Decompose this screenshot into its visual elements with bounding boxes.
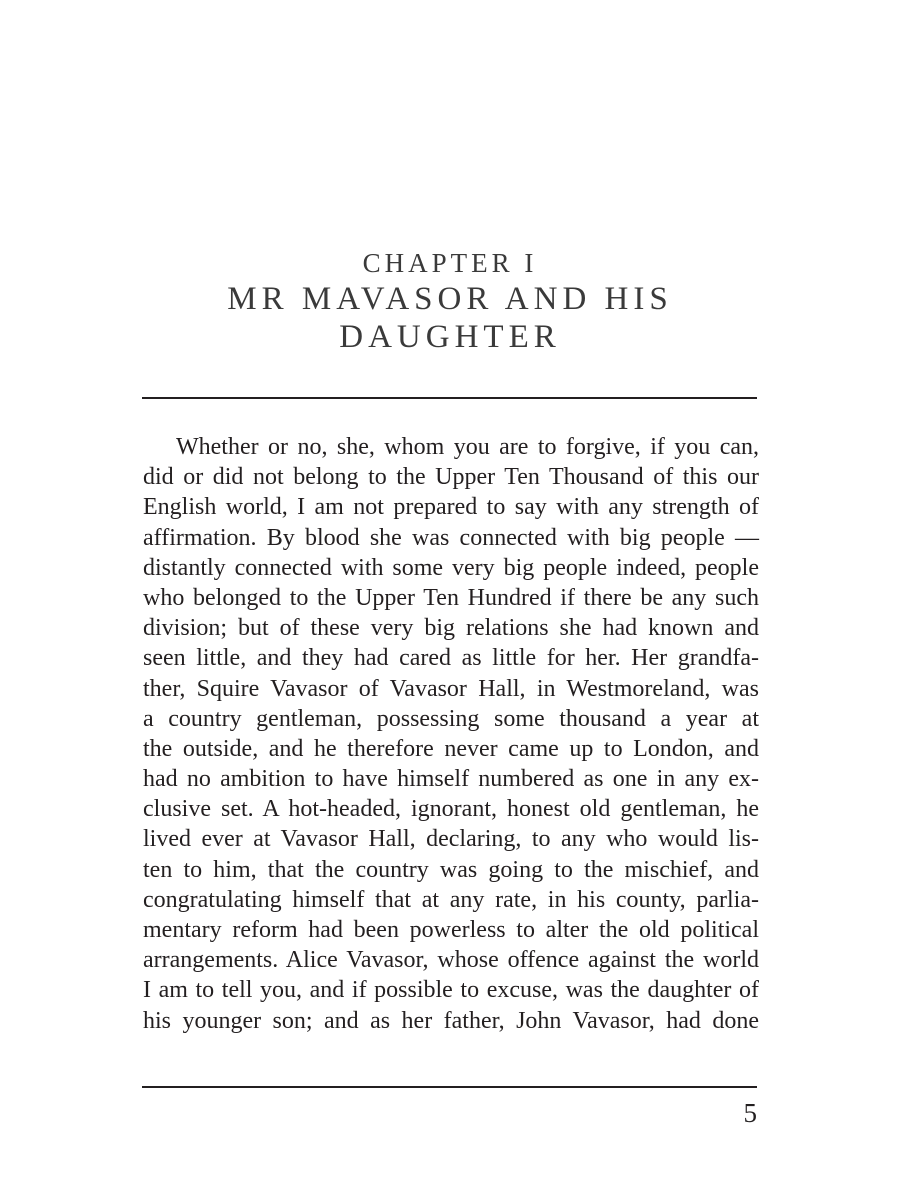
text-line: lived ever at Vavasor Hall, declaring, to any who would lis- [143, 826, 759, 853]
text-line: arrangements. Alice Vavasor, whose offence against the world [143, 947, 759, 974]
chapter-label: CHAPTER I [362, 248, 538, 278]
text-line: Whether or no, she, whom you are to forgive, if you can, [176, 434, 759, 460]
body-paragraph [143, 432, 759, 1036]
text-line: mentary reform had been powerless to alter the old political [143, 917, 759, 943]
text-line: seen little, and they had cared as little for her. Her grandfa- [143, 645, 759, 672]
text-line: English world, I am not prepared to say with any strength of [143, 494, 759, 521]
text-line: distantly connected with some very big people indeed, people [143, 554, 759, 581]
text-line: division; but of these very big relations she had known and [143, 615, 759, 642]
text-line: had no ambition to have himself numbered as one in any ex- [143, 766, 759, 793]
chapter-title-line-1: MR MAVASOR AND HIS [227, 281, 673, 317]
page-number: 5 [743, 1098, 757, 1128]
text-line: clusive set. A hot-headed, ignorant, honest old gentleman, he [143, 796, 759, 823]
chapter-title-line-2: DAUGHTER [339, 319, 561, 355]
text-line: affirmation. By blood she was connected with big people — [143, 524, 759, 551]
text-line: a country gentleman, possessing some thousand a year at [143, 705, 759, 732]
text-line: his younger son; and as her father, John Vavasor, had done [143, 1007, 759, 1034]
top-divider [142, 397, 757, 399]
text-line: the outside, and he therefore never came up to London, and [143, 735, 759, 762]
text-line: ther, Squire Vavasor of Vavasor Hall, in Westmoreland, was [143, 675, 759, 702]
chapter-heading [140, 246, 760, 356]
text-line: did or did not belong to the Upper Ten Thousand of this our [143, 464, 759, 491]
text-line: congratulating himself that at any rate, in his county, parlia- [143, 886, 759, 913]
bottom-divider [142, 1086, 757, 1088]
text-line: who belonged to the Upper Ten Hundred if there be any such [143, 584, 759, 611]
text-line: ten to him, that the country was going to the mischief, and [143, 856, 759, 883]
text-line: I am to tell you, and if possible to excuse, was the daughter of [143, 977, 759, 1004]
